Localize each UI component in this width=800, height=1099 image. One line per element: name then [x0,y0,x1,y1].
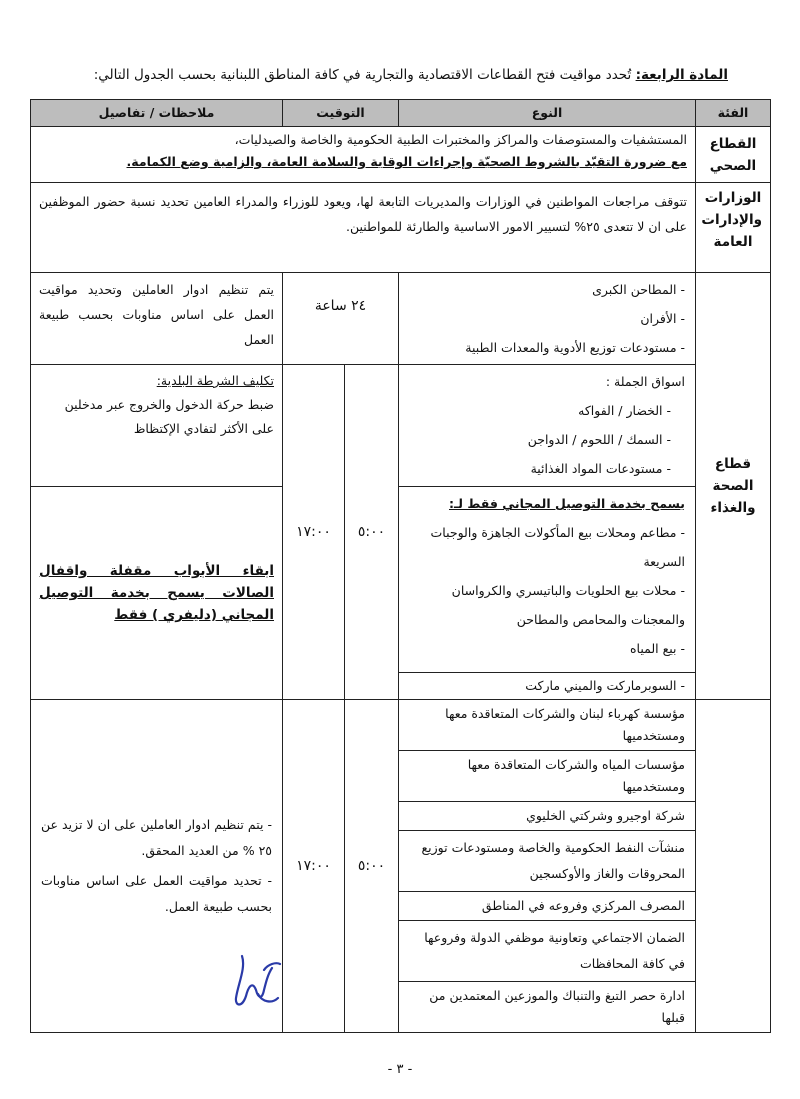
ministries-details: تتوقف مراجعات المواطنين في الوزارات والمديريات التابعة لها، ويعود للوزراء والمدراء العامين تحديد نسبة حضور الموظفين على ان لا تتعدى ٢٥% لتسيير الامور الاساسية والطارئة للمواطنين. [31,183,696,273]
food-group1-row [31,273,771,365]
service-item: منشآت النفط الحكومية والخاصة ومستودعات توزيع المحروقات والغاز والأوكسجين [399,831,696,892]
list-item: - السوبرماركت والميني ماركت [409,675,685,697]
ministries-row [31,183,771,273]
health-food-category: قطاع الصحة والغذاء [696,273,771,700]
wholesale-title: اسواق الجملة : [605,374,685,389]
food-group1-types [399,273,696,365]
list-item: - مطاعم ومحلات بيع المأكولات الجاهزة والوجبات السريعة [409,518,685,576]
food-close-time: ١٧:٠٠ [283,365,345,700]
police-title: تكليف الشرطة البلدية: [156,373,274,388]
supermarket-type [399,673,696,700]
services-row-1 [31,700,771,751]
service-item: ادارة حصر التبغ والتنباك والموزعين المعتمدين من قبلها [399,982,696,1033]
health-sector-line1: المستشفيات والمستوصفات والمراكز والمختبرات الطبية الحكومية والخاصة والصيدليات، [234,132,687,147]
list-item: - مستودعات توزيع الأدوية والمعدات الطبية [409,333,685,362]
food-group2-notes [31,365,283,487]
header-row [31,100,771,127]
ministries-category: الوزارات والإدارات العامة [696,183,771,273]
service-item: الضمان الاجتماعي وتعاونية موظفي الدولة وفروعها في كافة المحافظات [399,921,696,982]
health-sector-category: القطاع الصحي [696,127,771,183]
food-delivery-row [31,487,771,673]
services-note-1: - يتم تنظيم ادوار العاملين على ان لا تزيد عن ٢٥ % من العديد المحقق. [41,812,272,864]
health-sector-line2: مع ضرورة التقيّد بالشروط الصحيّة وإجراءات الوقاية والسلامة العامة، والزامية وضع الكمامة. [126,154,687,169]
service-item: المصرف المركزي وفروعه في المناطق [399,892,696,921]
food-delivery-types [399,487,696,673]
health-sector-row [31,127,771,183]
service-item: مؤسسات المياه والشركات المتعاقدة معها ومستخدميها [399,751,696,802]
service-item: شركة اوجيرو وشركتي الخليوي [399,802,696,831]
list-item: - محلات بيع الحلويات والباتيسري والكرواسان والمعجنات والمحامص والمطاحن [409,576,685,634]
list-item: - السمك / اللحوم / الدواجن [409,425,685,454]
food-group1-notes: يتم تنظيم ادوار العاملين وتحديد مواقيت العمل على اساس مناوبات بحسب طبيعة العمل [31,273,283,365]
food-open-time: ٥:٠٠ [345,365,399,700]
article-label: المادة الرابعة: [635,67,728,83]
header-type: النوع [399,100,696,127]
food-group2-types [399,365,696,487]
list-item: - مستودعات المواد الغذائية [409,454,685,483]
services-open-time: ٥:٠٠ [345,700,399,1033]
food-group1-timing: ٢٤ ساعة [283,273,399,365]
service-item: مؤسسة كهرباء لبنان والشركات المتعاقدة معها ومستخدميها [399,700,696,751]
header-category: الفئة [696,100,771,127]
services-note-2: - تحديد مواقيت العمل على اساس مناوبات بحسب طبيعة العمل. [41,868,272,920]
services-category [696,700,771,1033]
police-text: ضبط حركة الدخول والخروج عبر مدخلين على الأكثر لتفادي الإكتظاظ [64,397,274,436]
page-number: - ٣ - [387,1062,413,1077]
signature-mark [228,950,288,1012]
health-sector-details [31,127,696,183]
header-timing: التوقيت [283,100,399,127]
list-item: - المطاحن الكبرى [409,275,685,304]
list-item: - الأفران [409,304,685,333]
list-item: - الخضار / الفواكه [409,396,685,425]
food-group2-row [31,365,771,487]
header-notes: ملاحظات / تفاصيل [31,100,283,127]
schedule-table [30,99,771,1033]
delivery-title: يسمح بخدمة التوصيل المجاني فقط لـ: [449,496,685,511]
article-text: تُحدد مواقيت فتح القطاعات الاقتصادية والتجارية في كافة المناطق اللبنانية بحسب الجدول التالي: [93,67,636,83]
article-heading [48,64,728,86]
list-item: - بيع المياه [409,634,685,663]
delivery-notes: ابقاء الأبواب مقفلة واقفال الصالات يسمح بخدمة التوصيل المجاني (دليفري ) فقط [31,487,283,700]
services-close-time: ١٧:٠٠ [283,700,345,1033]
